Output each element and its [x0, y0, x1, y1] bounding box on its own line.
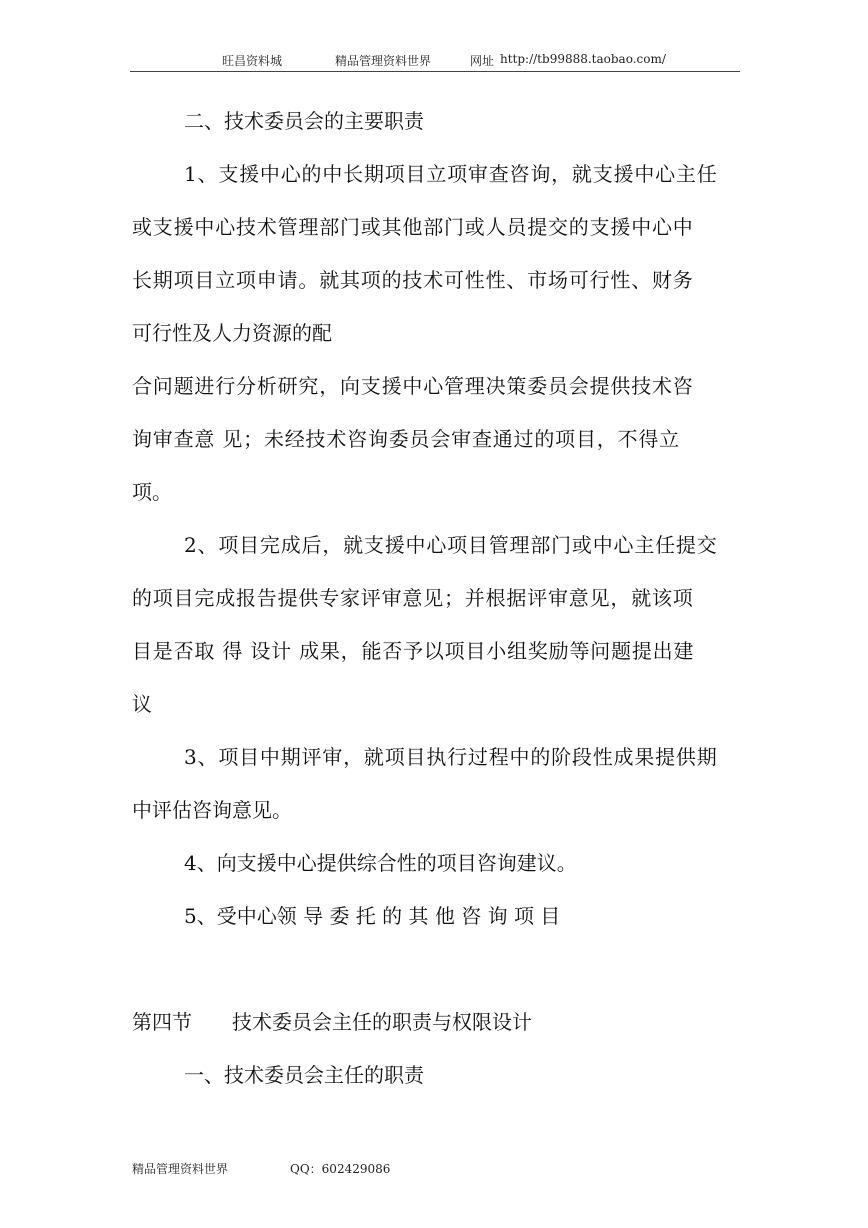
paragraph-line: 1、支援中心的中长期项目立项审查咨询，就支援中心主任: [184, 162, 718, 186]
paragraph-line: 3、项目中期评审，就项目执行过程中的阶段性成果提供期: [184, 745, 718, 769]
paragraph-line: 2、项目完成后，就支援中心项目管理部门或中心主任提交: [184, 533, 718, 557]
paragraph-line: 5、受中心领 导 委 托 的 其 他 咨 询 项 目: [184, 904, 561, 928]
section-heading: 一、技术委员会主任的职责: [184, 1063, 424, 1087]
paragraph-line: 或支援中心技术管理部门或其他部门或人员提交的支援中心中: [132, 215, 694, 239]
header-url[interactable]: http://tb99888.taobao.com/: [500, 52, 666, 66]
paragraph-line: 项。: [132, 480, 172, 504]
page-header: [130, 52, 740, 72]
paragraph-line: 询审查意 见；未经技术咨询委员会审查通过的项目，不得立: [132, 427, 680, 451]
paragraph-line: 目是否取 得 设计 成果，能否予以项目小组奖励等问题提出建: [132, 639, 695, 663]
header-url-label: 网址: [470, 54, 495, 68]
paragraph-line: 可行性及人力资源的配: [132, 321, 332, 345]
paragraph-line: 长期项目立项申请。就其项的技术可性性、市场可行性、财务: [132, 268, 694, 292]
paragraph-line: 的项目完成报告提供专家评审意见；并根据评审意见，就该项: [132, 586, 694, 610]
section-heading: 二、技术委员会的主要职责: [184, 109, 424, 133]
section-title: 第四节 技术委员会主任的职责与权限设计: [132, 1010, 532, 1034]
footer-site-name: 精品管理资料世界: [132, 1162, 229, 1176]
header-site-name: 精品管理资料世界: [335, 54, 432, 68]
paragraph-line: 议: [132, 692, 152, 716]
paragraph-line: 合问题进行分析研究，向支援中心管理决策委员会提供技术咨: [132, 374, 694, 398]
header-divider: [130, 71, 740, 72]
header-shop-name: 旺昌资料城: [222, 54, 283, 68]
paragraph-line: 中评估咨询意见。: [132, 798, 292, 822]
paragraph-line: 4、向支援中心提供综合性的项目咨询建议。: [184, 851, 577, 875]
footer-qq: QQ：602429086: [290, 1162, 391, 1176]
